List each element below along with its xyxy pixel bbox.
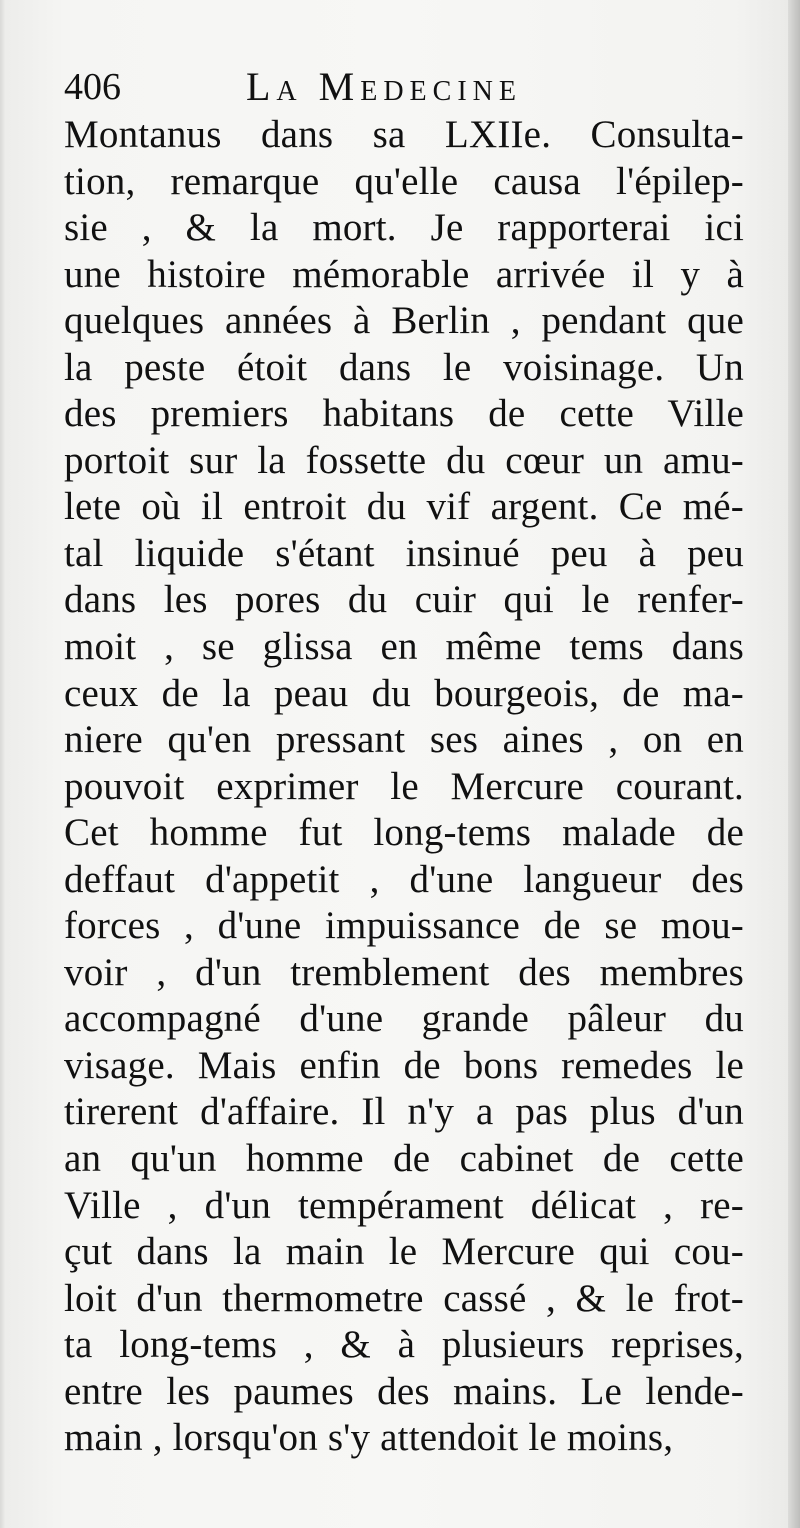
- text-line: des premiers habitans de cette Ville: [64, 392, 744, 436]
- text-line: Cet homme fut long-tems malade de: [64, 811, 744, 855]
- text-line: accompagné d'une grande pâleur du: [64, 997, 744, 1041]
- text-line: an qu'un homme de cabinet de cette: [64, 1137, 744, 1181]
- text-line: deffaut d'appetit , d'une langueur des: [64, 857, 744, 901]
- page-header: [64, 62, 744, 112]
- text-line: voir , d'un tremblement des membres: [64, 950, 744, 994]
- text-line: lete où il entroit du vif argent. Ce mé-: [64, 485, 744, 529]
- text-line: loit d'un thermometre cassé , & le frot-: [64, 1276, 744, 1320]
- page-number: 406: [64, 66, 121, 108]
- text-line: quelques années à Berlin , pendant que: [64, 299, 744, 343]
- text-line: ceux de la peau du bourgeois, de ma-: [64, 671, 744, 715]
- text-line: moit , se glissa en même tems dans: [64, 625, 744, 669]
- text-line: la peste étoit dans le voisinage. Un: [64, 345, 744, 389]
- text-line: dans les pores du cuir qui le renfer-: [64, 578, 744, 622]
- text-line: entre les paumes des mains. Le lende-: [64, 1369, 744, 1413]
- text-line: tal liquide s'étant insinué peu à peu: [64, 531, 744, 575]
- text-line: sie , & la mort. Je rapporterai ici: [64, 206, 744, 250]
- body-text: [64, 112, 744, 1462]
- text-line: forces , d'une impuissance de se mou-: [64, 904, 744, 948]
- page-edge-shadow: [788, 0, 800, 1528]
- page-gutter-shadow: [0, 0, 6, 1528]
- text-line: pouvoit exprimer le Mercure courant.: [64, 764, 744, 808]
- running-title: La Medecine: [246, 64, 522, 109]
- text-line: çut dans la main le Mercure qui cou-: [64, 1230, 744, 1274]
- text-line: Ville , d'un tempérament délicat , re-: [64, 1183, 744, 1227]
- text-line: une histoire mémorable arrivée il y à: [64, 252, 744, 296]
- text-line: main , lorsqu'on s'y attendoit le moins,: [64, 1416, 674, 1460]
- text-line: Montanus dans sa LXIIe. Consulta-: [64, 113, 744, 156]
- text-line: portoit sur la fossette du cœur un amu-: [64, 438, 744, 482]
- text-line: ta long-tems , & à plusieurs reprises,: [64, 1323, 744, 1367]
- text-line: tion, remarque qu'elle causa l'épilep-: [64, 159, 744, 203]
- text-line: niere qu'en pressant ses aines , on en: [64, 718, 744, 762]
- text-line: visage. Mais enfin de bons remedes le: [64, 1043, 744, 1087]
- text-line: tirerent d'affaire. Il n'y a pas plus d'un: [64, 1090, 744, 1134]
